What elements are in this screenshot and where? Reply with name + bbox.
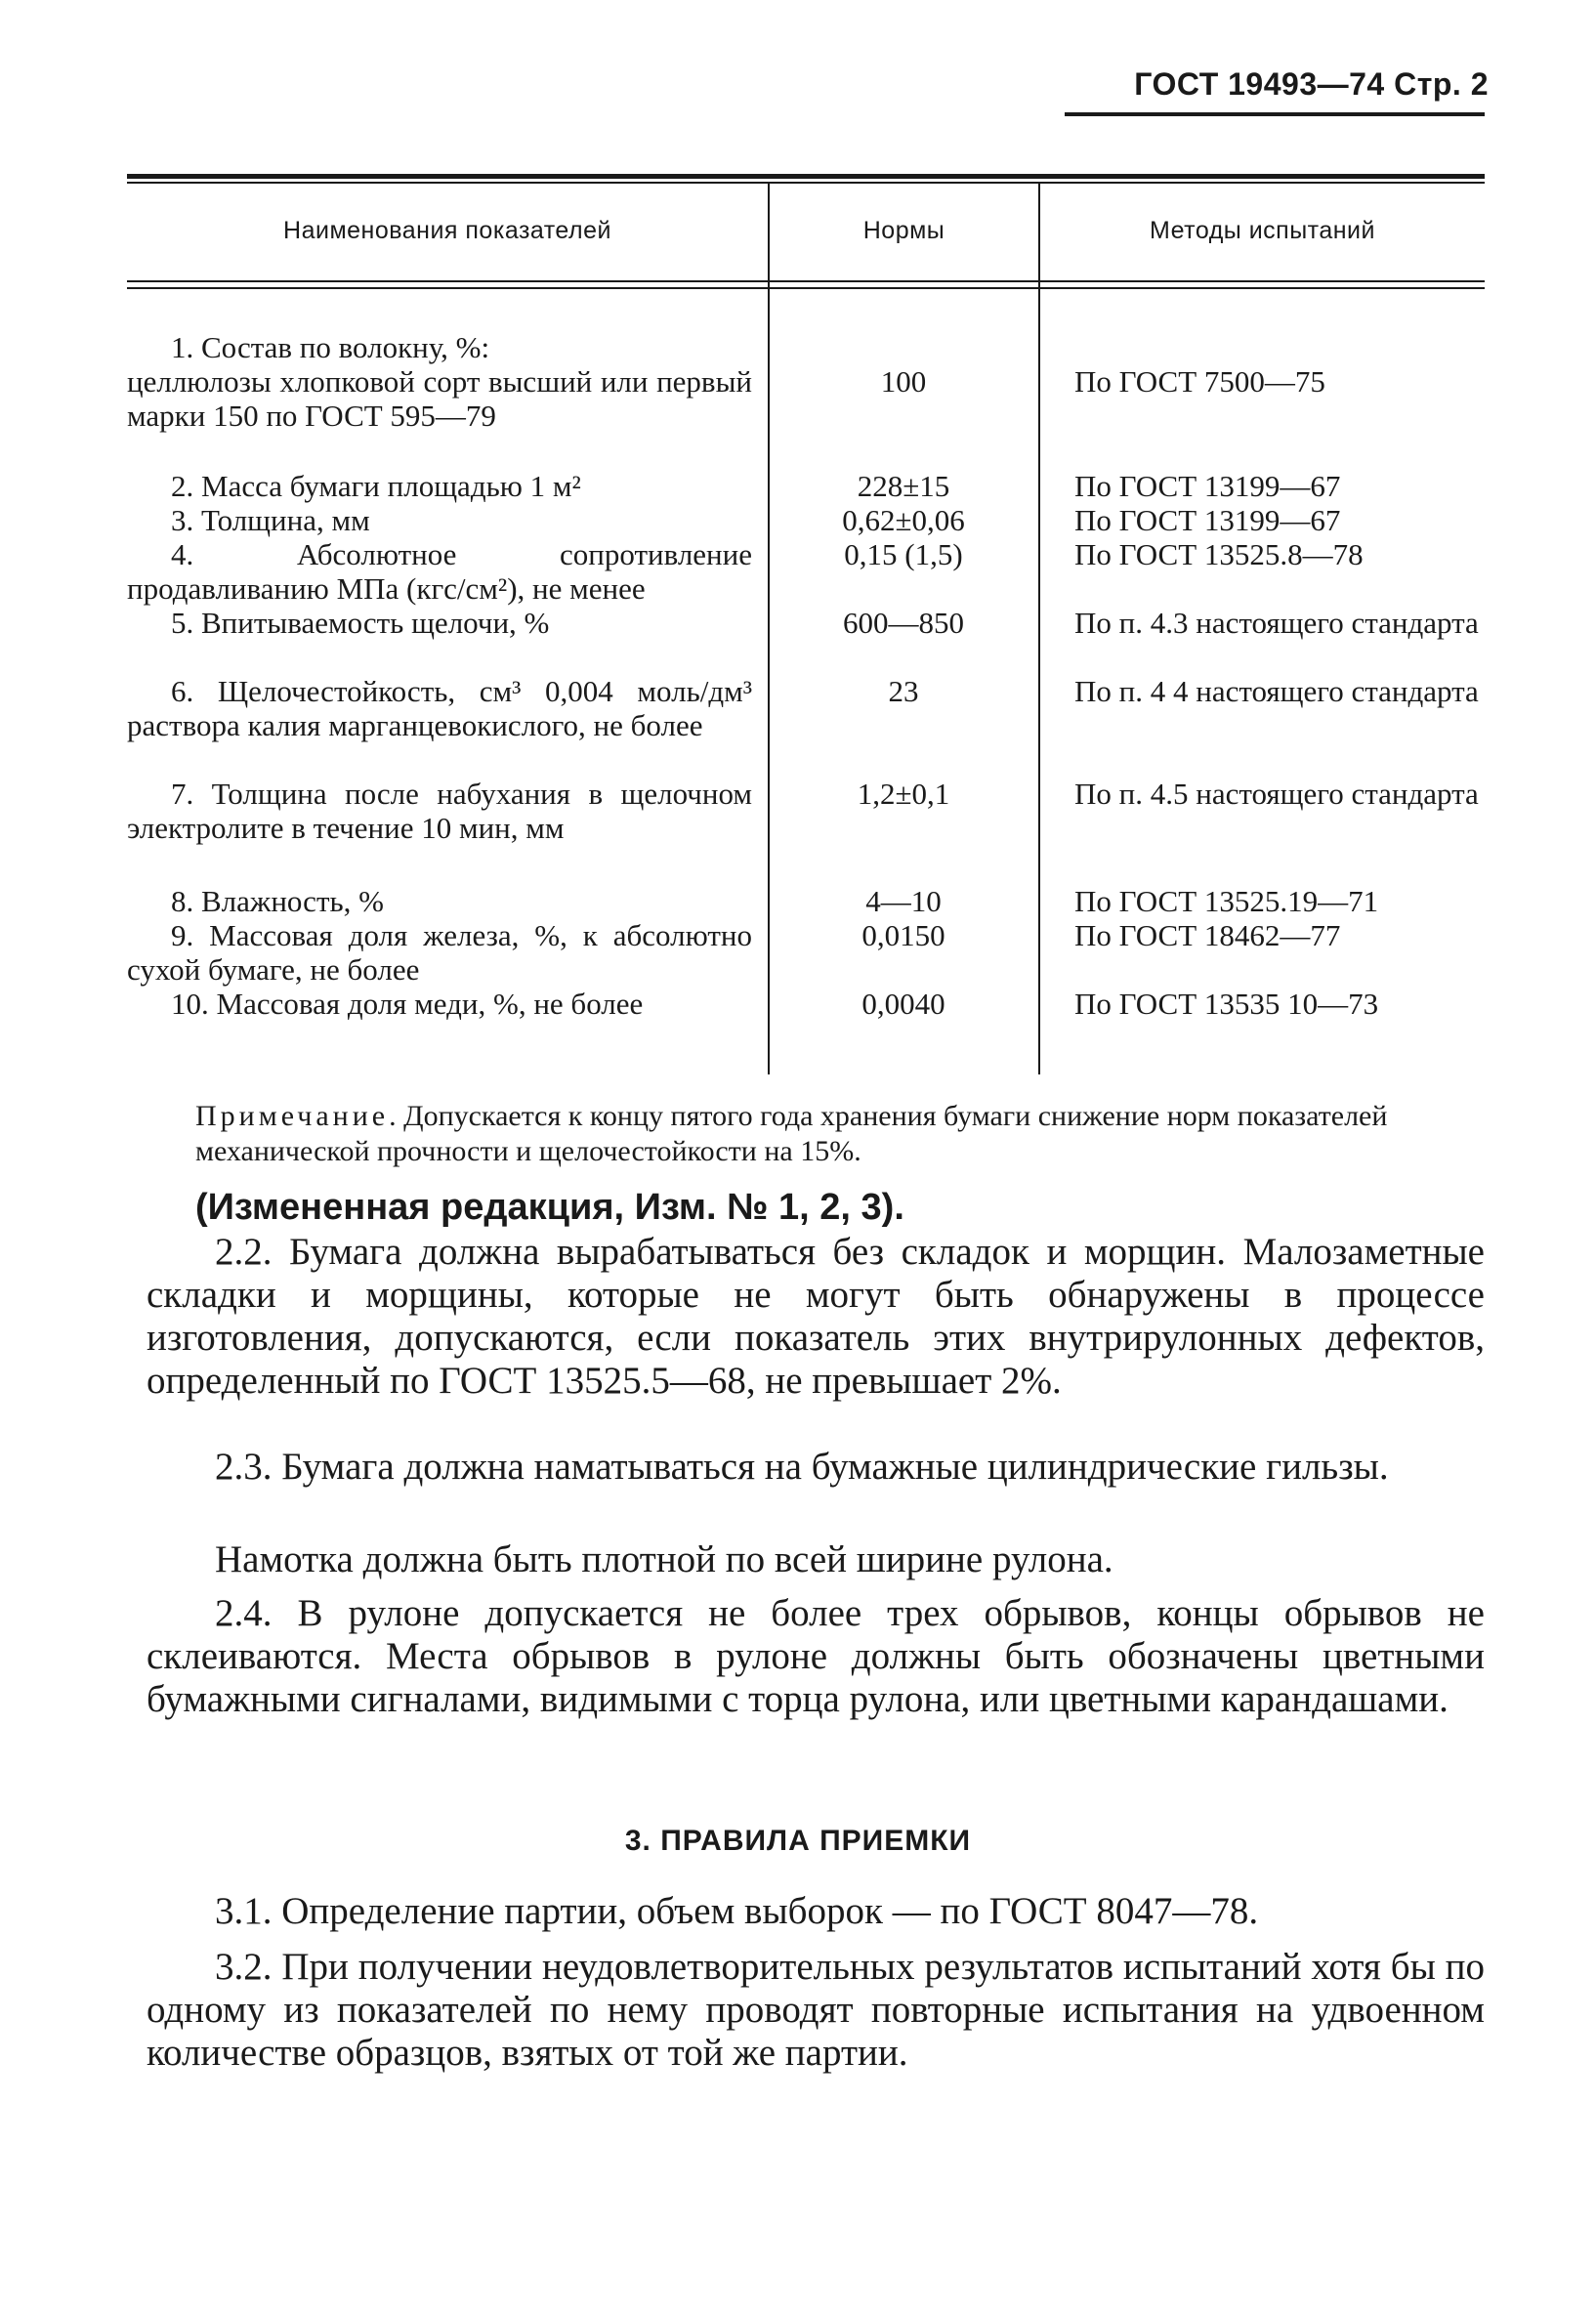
table-row-9-name: 9. Массовая доля железа, %, к абсолютно сухой бумаге, не более [127,918,760,987]
table-top-rule-inner [127,182,1485,184]
table-row-5-method: По п. 4.3 настоящего стандарта [1074,606,1479,640]
table-row-10-norm: 0,0040 [861,987,945,1021]
table-header-rule-inner [127,287,1485,289]
table-row-8-method: По ГОСТ 13525.19—71 [1074,884,1379,918]
table-top-rule [127,174,1485,179]
table-row-6-norm: 23 [888,674,919,708]
table-row-3-method: По ГОСТ 13199—67 [1074,503,1341,537]
table-row-9-method: По ГОСТ 18462—77 [1074,918,1341,952]
table-row-9-norm: 0,0150 [861,918,945,952]
page-header: ГОСТ 19493—74 Стр. 2 [1134,66,1489,102]
table-row-4-norm: 0,15 (1,5) [844,537,963,571]
table-row-8-norm: 4—10 [865,884,942,918]
table-row-4-name: 4. Абсолютное сопротивление продавливанию МПа (кгс/см²), не менее [127,537,760,606]
table-row-2-method: По ГОСТ 13199—67 [1074,469,1341,503]
table-divider-1 [768,184,770,1074]
header-rule [1065,112,1485,116]
paragraph-2-3-continued: Намотка должна быть плотной по всей ширине рулона. [215,1538,1113,1580]
note-label: Примечание [195,1100,390,1132]
table-row-6-method: По п. 4 4 настоящего стандарта [1074,674,1479,708]
table-row-7-name: 7. Толщина после набухания в щелочном электролите в течение 10 мин, мм [127,777,760,845]
paragraph-2-2: 2.2. Бумага должна вырабатываться без складок и морщин. Малозаметные складки и морщины, которые не могут быть обнаружены в процессе изготовления, допускаются, если показатель этих внутрирулонных дефектов, определенный по ГОСТ 13525.5—68, не превышает 2%. [147,1231,1485,1402]
column-header-name: Наименования показателей [283,217,611,244]
paragraph-2-3: 2.3. Бумага должна наматываться на бумажные цилиндрические гильзы. [215,1446,1389,1488]
table-row-2-norm: 228±15 [857,469,950,503]
table-row-1-name: 1. Состав по волокну, %: целлюлозы хлопковой сорт высший или первый марки 150 по ГОСТ 595—79 [127,330,752,433]
table-row-3-name: 3. Толщина, мм [171,503,370,537]
paragraph-3-2: 3.2. При получении неудовлетворительных результатов испытаний хотя бы по одному из показателей по нему проводят повторные испытания на удвоенном количестве образцов, взятых от той же партии. [147,1946,1485,2074]
table-row-6-name: 6. Щелочестойкость, см³ 0,004 моль/дм³ раствора калия марганцевокислого, не более [127,674,760,742]
paragraph-3-1: 3.1. Определение партии, объем выборок — по ГОСТ 8047—78. [215,1890,1259,1932]
table-row-7-method: По п. 4.5 настоящего стандарта [1074,777,1479,811]
table-row-10-method: По ГОСТ 13535 10—73 [1074,987,1379,1021]
table-row-3-norm: 0,62±0,06 [842,503,965,537]
table-row-5-name: 5. Впитываемость щелочи, % [171,606,550,640]
table-row-7-norm: 1,2±0,1 [857,777,950,811]
amendment-note: (Измененная редакция, Изм. № 1, 2, 3). [195,1187,904,1228]
table-row-10-name: 10. Массовая доля меди, %, не более [171,987,644,1021]
table-row-2-name: 2. Масса бумаги площадью 1 м² [171,469,581,503]
column-header-norm: Нормы [862,217,945,244]
note-text: . Допускается к концу пятого года хранения бумаги снижение норм показателей механической прочности и щелочестойкости на 15%. [195,1100,1388,1167]
table-note [195,1099,1485,1169]
table-row-8-name: 8. Влажность, % [171,884,384,918]
table-row-5-norm: 600—850 [843,606,964,640]
table-row-1-norm: 100 [880,364,927,399]
paragraph-2-4: 2.4. В рулоне допускается не более трех обрывов, концы обрывов не склеиваются. Места обрывов в рулоне должны быть обозначены цветными бумажными сигналами, видимыми с торца рулона, или цветными карандашами. [147,1592,1485,1720]
table-header-rule [127,280,1485,282]
section-3-title: 3. ПРАВИЛА ПРИЕМКИ [624,1825,972,1857]
column-header-method: Методы испытаний [1150,217,1375,244]
table-divider-2 [1038,184,1040,1074]
table-row-1-method: По ГОСТ 7500—75 [1074,364,1325,399]
table-row-4-method: По ГОСТ 13525.8—78 [1074,537,1364,571]
